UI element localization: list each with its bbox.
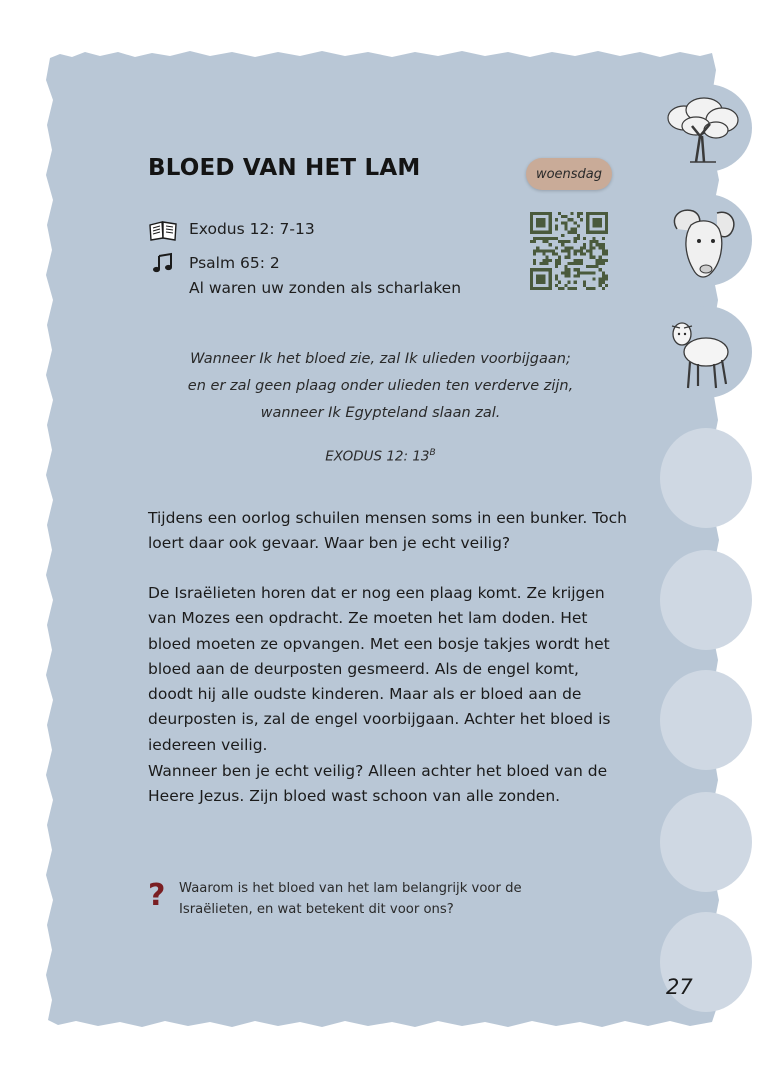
day-badge: woensdag <box>526 158 612 190</box>
page-number: 27 <box>666 975 693 999</box>
body-paragraph-2: De Israëlieten horen dat er nog een plaag komt. Ze krijgen van Mozes een opdracht. Ze moeten het lam doden. Het bloed moeten ze opvangen. Met een bosje takjes wordt het bloed aan de deurposten gesmeerd. Als de engel komt, doodt hij alle oudste kinderen. Maar als er bloed aan de deurposten is, zal de engel voorbijgaan. Achter het bloed is iedereen veilig. <box>148 584 611 754</box>
side-tab-5 <box>660 550 752 650</box>
quote-reference <box>148 448 613 465</box>
body-paragraph-1: Tijdens een oorlog schuilen mensen soms in een bunker. Toch loert daar ook gevaar. Waar ben je echt veilig? <box>148 509 627 553</box>
quote-reference-text: EXODUS 12: 13 <box>325 448 430 465</box>
side-tab-7 <box>660 792 752 892</box>
quote-line: en er zal geen plaag onder ulieden ten verderve zijn, <box>187 378 574 394</box>
lamb-icon <box>666 314 738 392</box>
question-mark-icon: ? <box>148 878 166 913</box>
quote-line: Wanneer Ik het bloed zie, zal Ik ulieden voorbijgaan; <box>190 351 571 367</box>
side-tab-6 <box>660 670 752 770</box>
side-tab-4 <box>660 428 752 528</box>
quote-reference-sup: B <box>429 448 436 458</box>
quote-line: wanneer Ik Egypteland slaan zal. <box>260 405 501 421</box>
body-paragraph-3: Wanneer ben je echt veilig? Alleen achter het bloed van de Heere Jezus. Zijn bloed wast schoon van alle zonden. <box>148 762 608 806</box>
music-note-icon <box>152 252 174 274</box>
qr-code[interactable] <box>530 212 608 290</box>
page-title: BLOED VAN HET LAM <box>148 155 421 181</box>
bible-reference-row <box>148 220 448 242</box>
reflection-question: Waarom is het bloed van het lam belangrijk voor de Israëlieten, en wat betekent dit voor ons? <box>179 881 522 917</box>
bible-quote <box>148 346 613 427</box>
psalm-reference: Psalm 65: 2 <box>189 254 280 272</box>
open-book-icon <box>148 220 178 242</box>
bible-reference: Exodus 12: 7-13 <box>189 220 315 238</box>
psalm-reference-row <box>148 254 468 300</box>
tree-icon <box>662 96 742 164</box>
ram-icon <box>663 203 743 281</box>
psalm-line: Al waren uw zonden als scharlaken <box>189 279 462 297</box>
